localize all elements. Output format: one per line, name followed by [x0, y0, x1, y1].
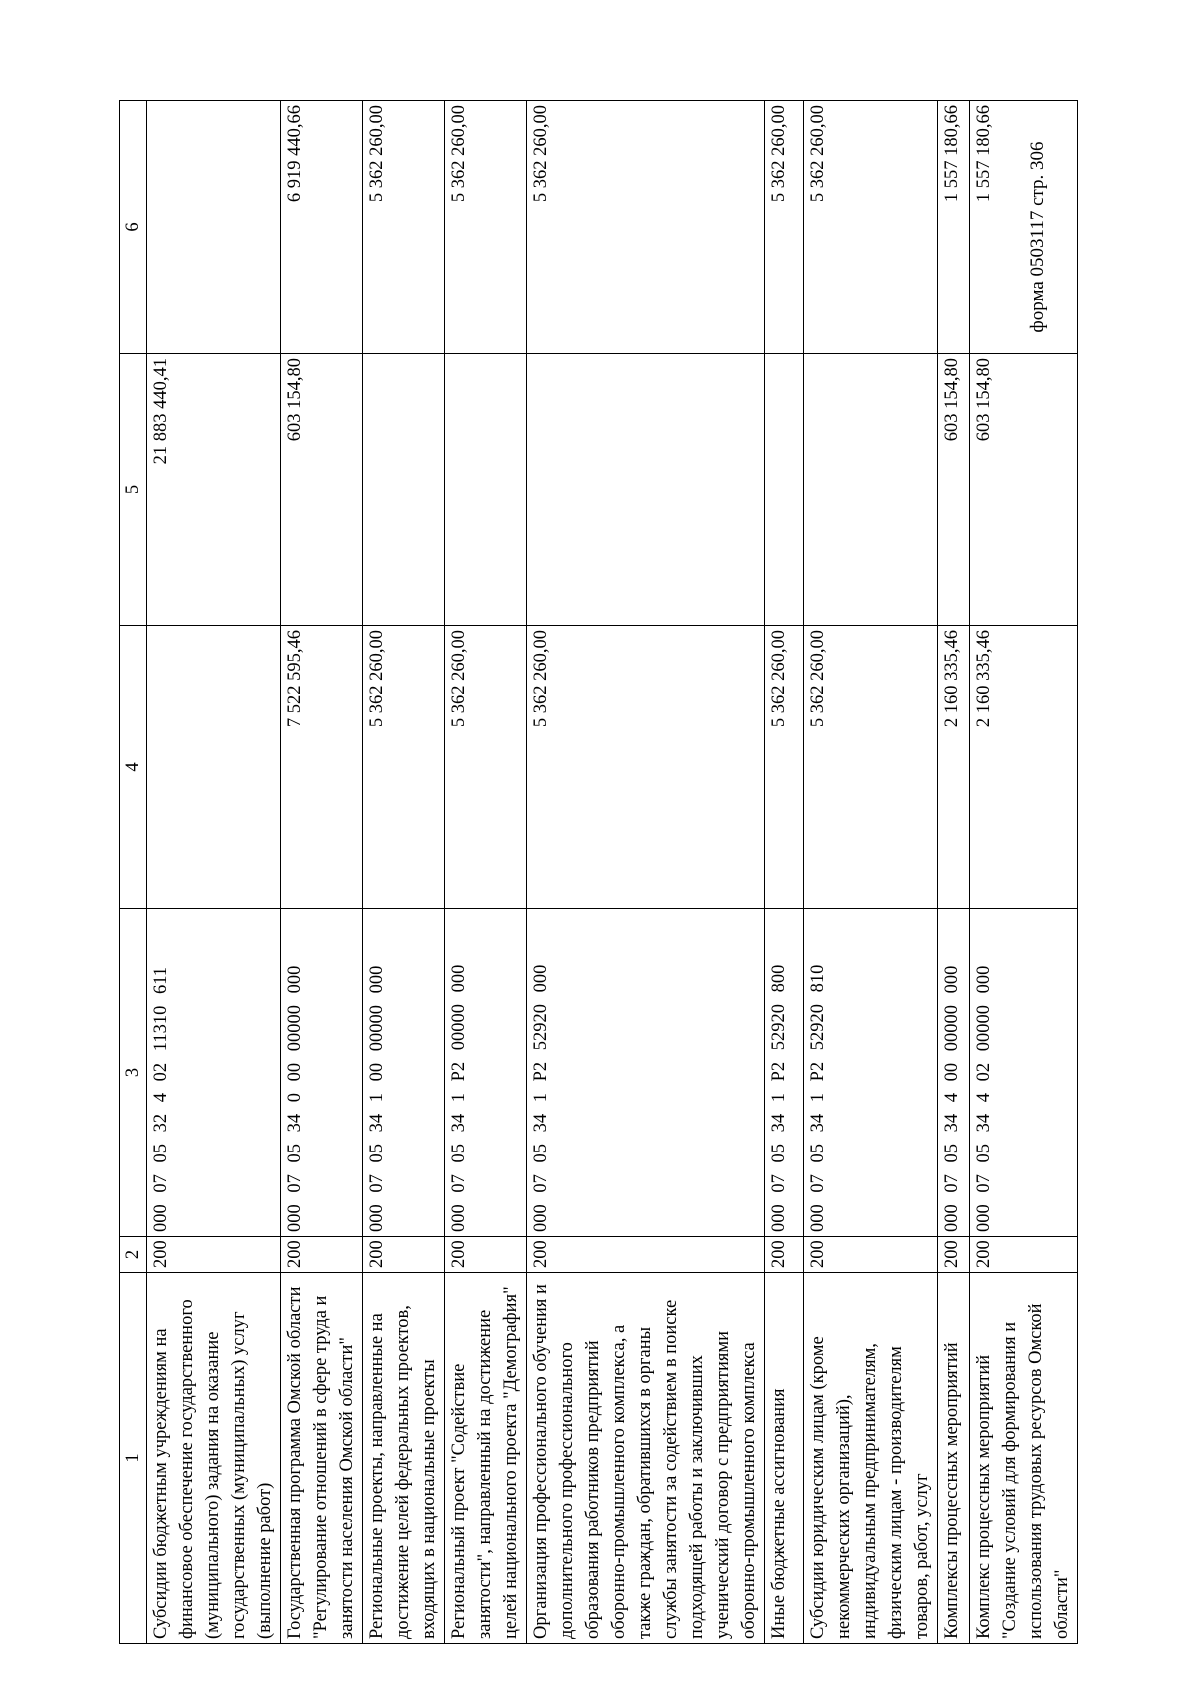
row-name: Региональные проекты, направленные на достижение целей федеральных проектов, входящих в национальные проекты [363, 1273, 445, 1644]
row-name: Государственная программа Омской области "Регулирование отношений в сфере труда и занятости населения Омской области" [281, 1273, 363, 1644]
column-header-3: 3 [120, 909, 147, 1237]
row-classification-code: 000 07 05 34 1 00 00000 000 [363, 909, 445, 1237]
report-table [119, 100, 1078, 1644]
row-executed-amount [765, 354, 804, 626]
row-line-code: 200 [765, 1237, 804, 1273]
table-row [804, 101, 938, 1644]
row-classification-code: 000 07 05 34 1 P2 52920 000 [527, 909, 765, 1237]
row-unexecuted-amount: 5 362 260,00 [765, 101, 804, 354]
column-header-6: 6 [120, 101, 147, 354]
row-line-code: 200 [281, 1237, 363, 1273]
row-approved-amount: 5 362 260,00 [765, 626, 804, 909]
row-executed-amount [804, 354, 938, 626]
row-classification-code: 000 07 05 34 4 02 00000 000 [970, 909, 1078, 1237]
row-approved-amount: 5 362 260,00 [527, 626, 765, 909]
row-approved-amount [147, 626, 281, 909]
row-approved-amount: 2 160 335,46 [970, 626, 1078, 909]
row-unexecuted-amount: 5 362 260,00 [363, 101, 445, 354]
table-row [765, 101, 804, 1644]
row-name: Комплекс процессных мероприятий "Создание условий для формирования и использования трудовых ресурсов Омской области" [970, 1273, 1078, 1644]
row-unexecuted-amount: 6 919 440,66 [281, 101, 363, 354]
column-header-1: 1 [120, 1273, 147, 1644]
row-executed-amount [527, 354, 765, 626]
row-unexecuted-amount [147, 101, 281, 354]
row-unexecuted-amount: 5 362 260,00 [527, 101, 765, 354]
row-executed-amount [445, 354, 527, 626]
table-header-row [120, 101, 147, 1644]
row-line-code: 200 [804, 1237, 938, 1273]
column-header-2: 2 [120, 1237, 147, 1273]
table-row [938, 101, 970, 1644]
table-row [527, 101, 765, 1644]
row-name: Субсидии бюджетным учреждениям на финансовое обеспечение государственного (муниципального) задания на оказание государственных (муниципальных) услуг (выполнение работ) [147, 1273, 281, 1644]
table-row [445, 101, 527, 1644]
row-approved-amount: 2 160 335,46 [938, 626, 970, 909]
column-header-4: 4 [120, 626, 147, 909]
row-line-code: 200 [363, 1237, 445, 1273]
row-name: Комплексы процессных мероприятий [938, 1273, 970, 1644]
row-name: Субсидии юридическим лицам (кроме некоммерческих организаций), индивидуальным предпринимателям, физическим лицам - производителям товаров, работ, услуг [804, 1273, 938, 1644]
row-classification-code: 000 07 05 34 1 P2 52920 800 [765, 909, 804, 1237]
row-executed-amount: 603 154,80 [938, 354, 970, 626]
row-approved-amount: 5 362 260,00 [363, 626, 445, 909]
row-executed-amount: 21 883 440,41 [147, 354, 281, 626]
row-executed-amount: 603 154,80 [281, 354, 363, 626]
table-row [970, 101, 1078, 1644]
row-executed-amount [363, 354, 445, 626]
column-header-5: 5 [120, 354, 147, 626]
row-line-code: 200 [527, 1237, 765, 1273]
row-executed-amount: 603 154,80 [970, 354, 1078, 626]
table-row [147, 101, 281, 1644]
row-line-code: 200 [147, 1237, 281, 1273]
row-unexecuted-amount: 1 557 180,66 [970, 101, 1078, 354]
row-approved-amount: 5 362 260,00 [804, 626, 938, 909]
row-classification-code: 000 07 05 34 0 00 00000 000 [281, 909, 363, 1237]
row-classification-code: 000 07 05 32 4 02 11310 611 [147, 909, 281, 1237]
row-classification-code: 000 07 05 34 4 00 00000 000 [938, 909, 970, 1237]
row-name: Организация профессионального обучения и дополнительного профессионального образования работников предприятий оборонно-промышленного комплекса, а также граждан, обратившихся в органы службы занятости за содействием в поиске подходящей работы и заключивших ученический договор с предприятиями оборонно-промышленного комплекса [527, 1273, 765, 1644]
table-row [281, 101, 363, 1644]
row-unexecuted-amount: 1 557 180,66 [938, 101, 970, 354]
row-unexecuted-amount: 5 362 260,00 [445, 101, 527, 354]
row-classification-code: 000 07 05 34 1 P2 00000 000 [445, 909, 527, 1237]
row-line-code: 200 [970, 1237, 1078, 1273]
row-classification-code: 000 07 05 34 1 P2 52920 810 [804, 909, 938, 1237]
row-line-code: 200 [445, 1237, 527, 1273]
row-name: Иные бюджетные ассигнования [765, 1273, 804, 1644]
row-approved-amount: 5 362 260,00 [445, 626, 527, 909]
row-unexecuted-amount: 5 362 260,00 [804, 101, 938, 354]
form-page-header: форма 0503117 стр. 306 [1027, 141, 1048, 333]
row-line-code: 200 [938, 1237, 970, 1273]
table-row [363, 101, 445, 1644]
row-name: Региональный проект "Содействие занятости", направленный на достижение целей национального проекта "Демография" [445, 1273, 527, 1644]
row-approved-amount: 7 522 595,46 [281, 626, 363, 909]
